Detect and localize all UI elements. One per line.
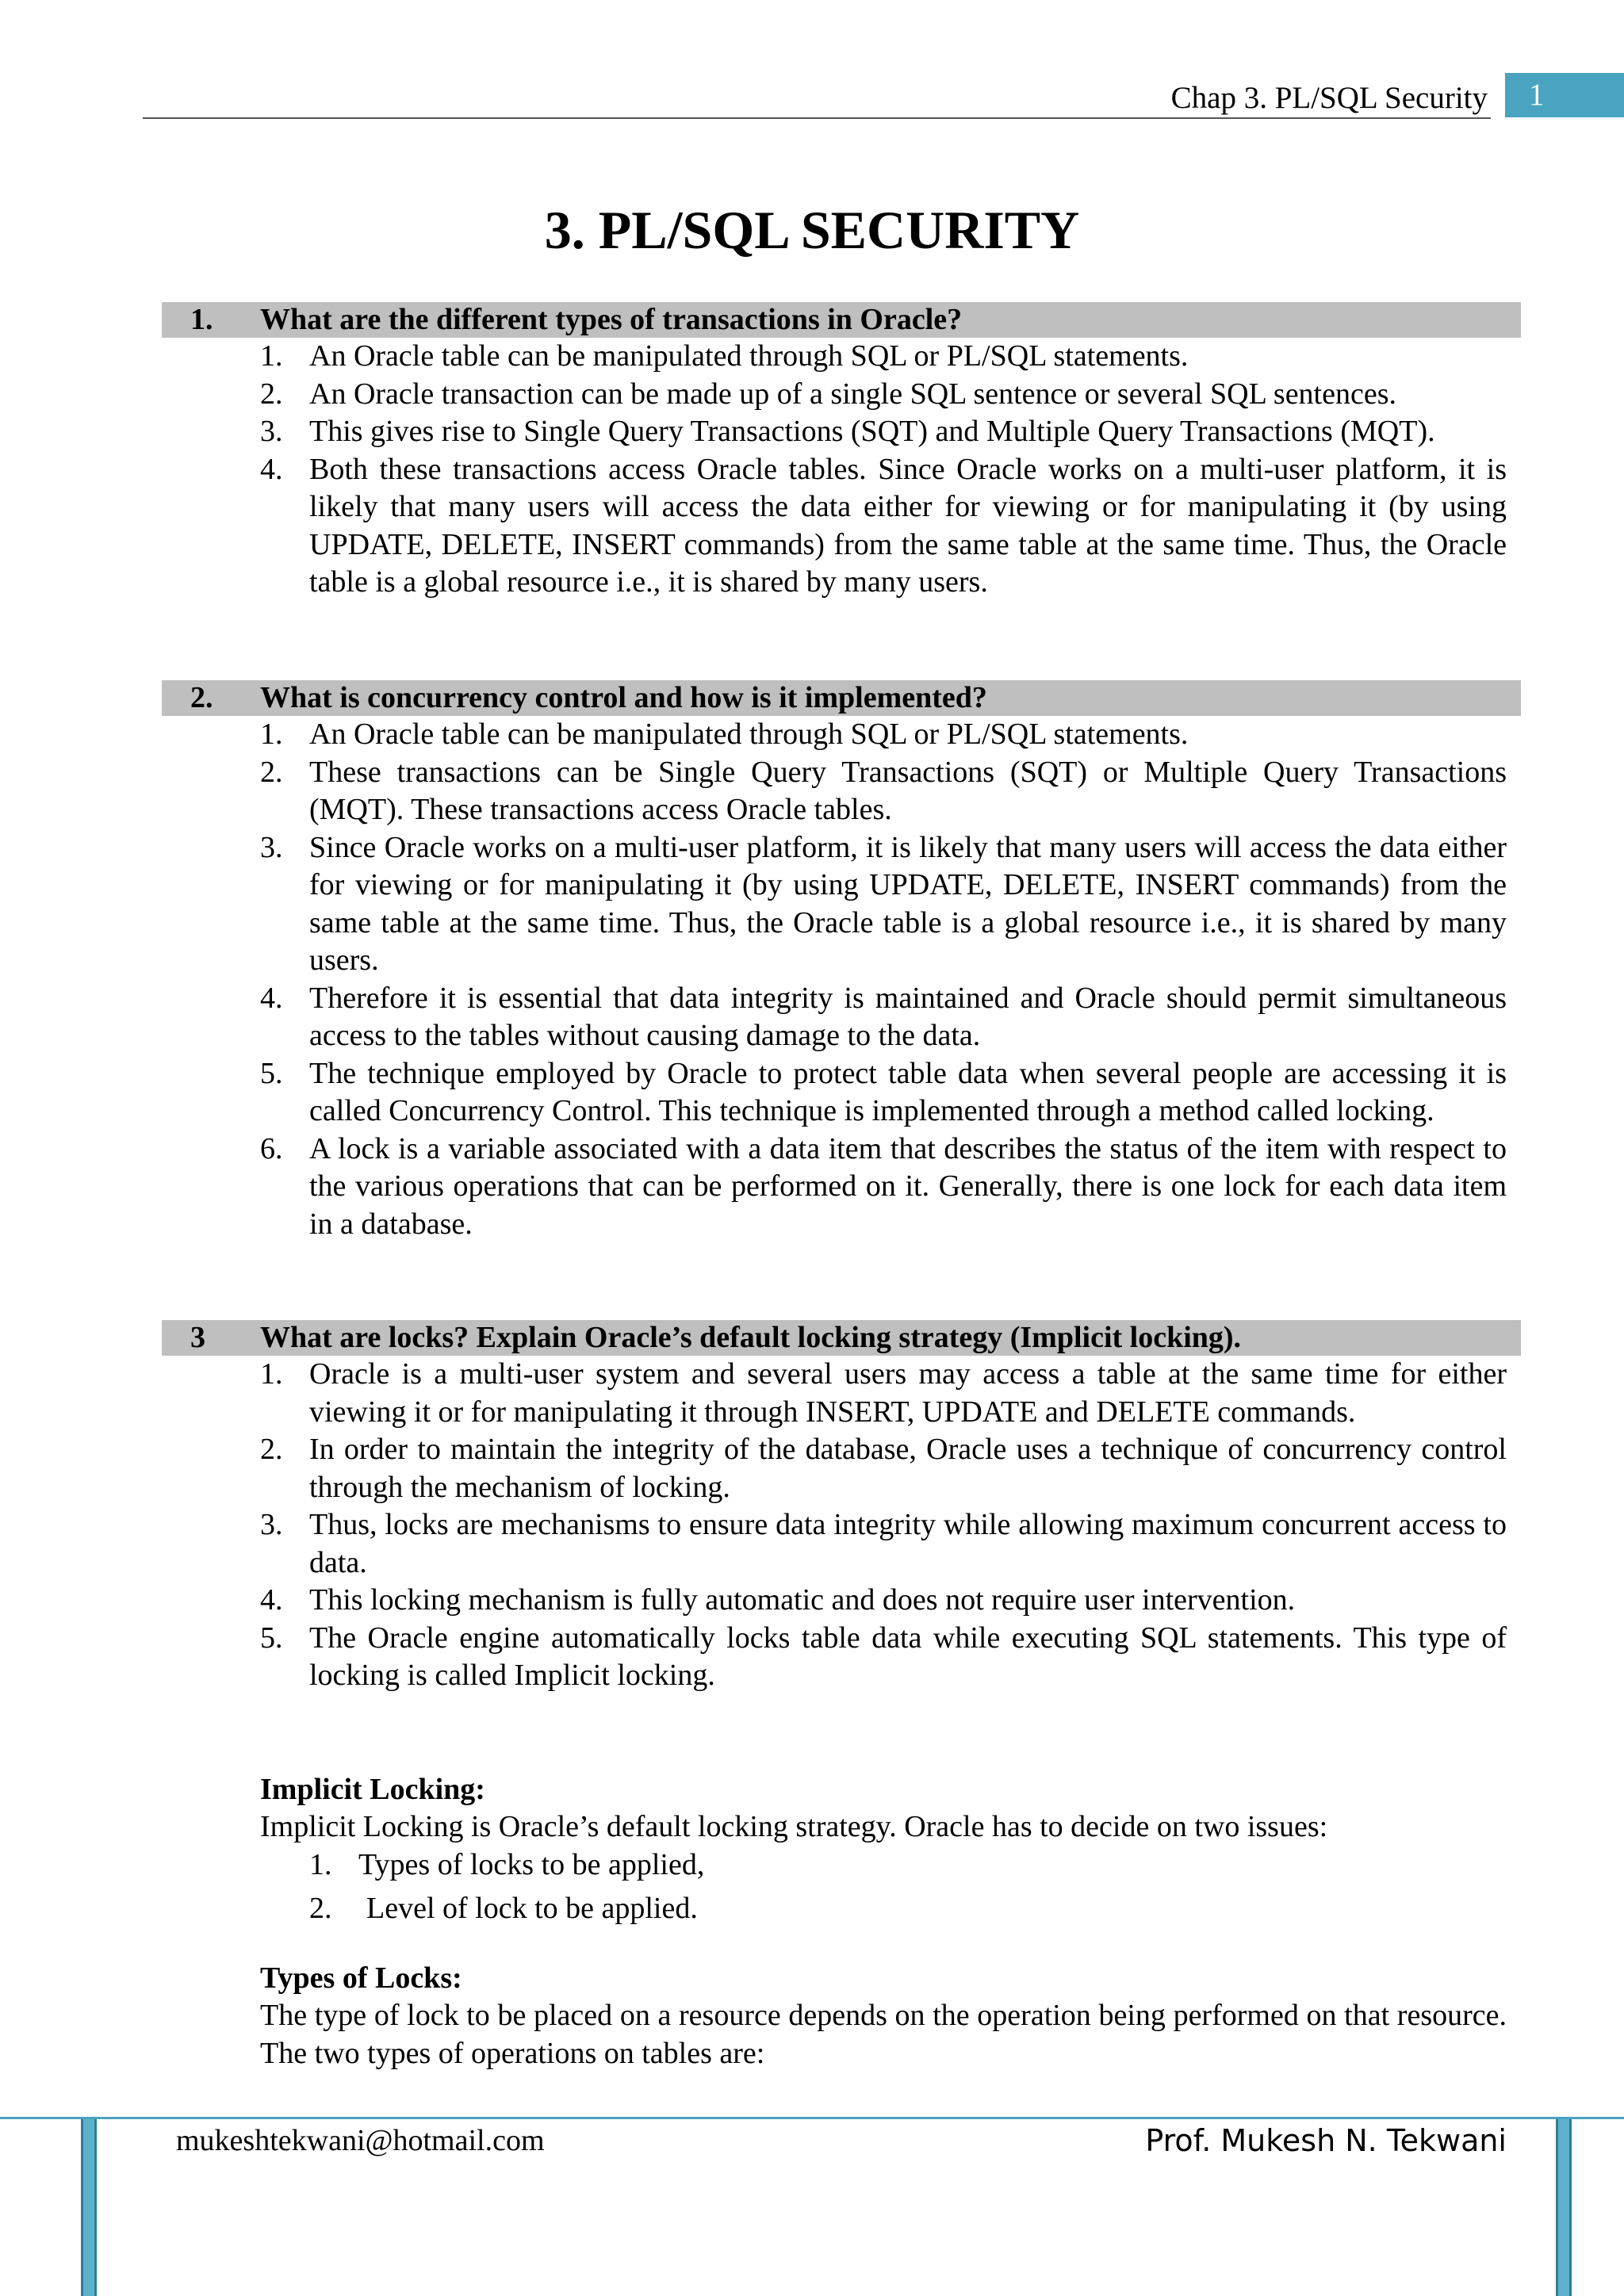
types-of-locks-heading: Types of Locks: <box>260 1961 462 1995</box>
implicit-locking-text: Implicit Locking is Oracle’s default locking strategy. Oracle has to decide on two issues: <box>260 1810 1328 1843</box>
list-item: 1. An Oracle table can be manipulated through SQL or PL/SQL statements. <box>260 339 1189 373</box>
question-number: 1. <box>190 303 213 336</box>
list-item: 3. This gives rise to Single Query Transactions (SQT) and Multiple Query Transactions (MQT). <box>260 415 1435 448</box>
question-text: What are the different types of transactions in Oracle? <box>260 303 963 336</box>
question-1-bar <box>162 302 1521 338</box>
list-item: 6. A lock is a variable associated with a data item that describes the status of the item with respect to the various operations that can be performed on it. Generally, there is one lock for each data item in a database. <box>260 1131 1507 1241</box>
list-item: 2. In order to maintain the integrity of the database, Oracle uses a technique of concurrency control through the mechanism of locking. <box>260 1433 1507 1504</box>
question-number: 2. <box>190 681 213 714</box>
question-text: What are locks? Explain Oracle’s default locking strategy (Implicit locking). <box>260 1321 1242 1354</box>
list-item: 5. The Oracle engine automatically locks table data while executing SQL statements. This type of locking is called Implicit locking. <box>260 1621 1507 1692</box>
footer-email: mukeshtekwani@hotmail.com <box>176 2124 545 2157</box>
list-item: 4. Therefore it is essential that data integrity is maintained and Oracle should permit simultaneous access to the tables without causing damage to the data. <box>260 981 1507 1052</box>
footer-post-left <box>81 2119 97 2296</box>
list-item: 1. Types of locks to be applied, <box>309 1848 705 1881</box>
list-item: 4. This locking mechanism is fully automatic and does not require user intervention. <box>260 1583 1296 1617</box>
header-rule <box>143 117 1491 119</box>
list-item: 2. An Oracle transaction can be made up of a single SQL sentence or several SQL sentences. <box>260 377 1397 411</box>
implicit-issues-list <box>309 1846 1419 1927</box>
footer-author: Prof. Mukesh N. Tekwani <box>1145 2123 1507 2158</box>
list-item: 5. The technique employed by Oracle to protect table data when several people are accessing it is called Concurrency Control. This technique is implemented through a method called locking. <box>260 1056 1507 1127</box>
running-header: Chap 3. PL/SQL Security <box>1170 81 1488 115</box>
question-number: 3 <box>190 1321 205 1354</box>
list-item: 3. Since Oracle works on a multi-user platform, it is likely that many users will access the data either for viewing or for manipulating it (by using UPDATE, DELETE, INSERT commands) from the same table at the same time. Thus, the Oracle table is a global resource i.e., it is shared by many users. <box>260 830 1507 977</box>
footer-post-right <box>1556 2119 1572 2296</box>
list-item: 3. Thus, locks are mechanisms to ensure data integrity while allowing maximum concurrent access to data. <box>260 1508 1507 1579</box>
question-text: What is concurrency control and how is it implemented? <box>260 681 987 714</box>
chapter-title: 3. PL/SQL SECURITY <box>544 200 1080 260</box>
list-item: 2. Level of lock to be applied. <box>309 1891 698 1925</box>
question-2-bar <box>162 680 1521 716</box>
list-item: 1. An Oracle table can be manipulated through SQL or PL/SQL statements. <box>260 718 1189 751</box>
list-item: 4. Both these transactions access Oracle tables. Since Oracle works on a multi-user platform, it is likely that many users will access the data either for viewing or for manipulating it (by using UPDATE, DELETE, INSERT commands) from the same table at the same time. Thus, the Oracle table is a global resource i.e., it is shared by many users. <box>260 452 1507 599</box>
implicit-locking-heading: Implicit Locking: <box>260 1773 485 1806</box>
page-number: 1 <box>1505 73 1624 117</box>
types-of-locks-text: The type of lock to be placed on a resource depends on the operation being performed on that resource. The two types of operations on tables are: <box>260 1999 1507 2070</box>
question-3-bar <box>162 1320 1521 1356</box>
list-item: 2. These transactions can be Single Query Transactions (SQT) or Multiple Query Transactions (MQT). These transactions access Oracle tables. <box>260 755 1507 826</box>
question-1-answer-list <box>260 338 1507 602</box>
question-2-answer-list <box>260 716 1507 1243</box>
list-item: 1. Oracle is a multi-user system and several users may access a table at the same time for either viewing it or for manipulating it through INSERT, UPDATE and DELETE commands. <box>260 1357 1507 1429</box>
question-3-answer-list <box>260 1356 1507 1695</box>
